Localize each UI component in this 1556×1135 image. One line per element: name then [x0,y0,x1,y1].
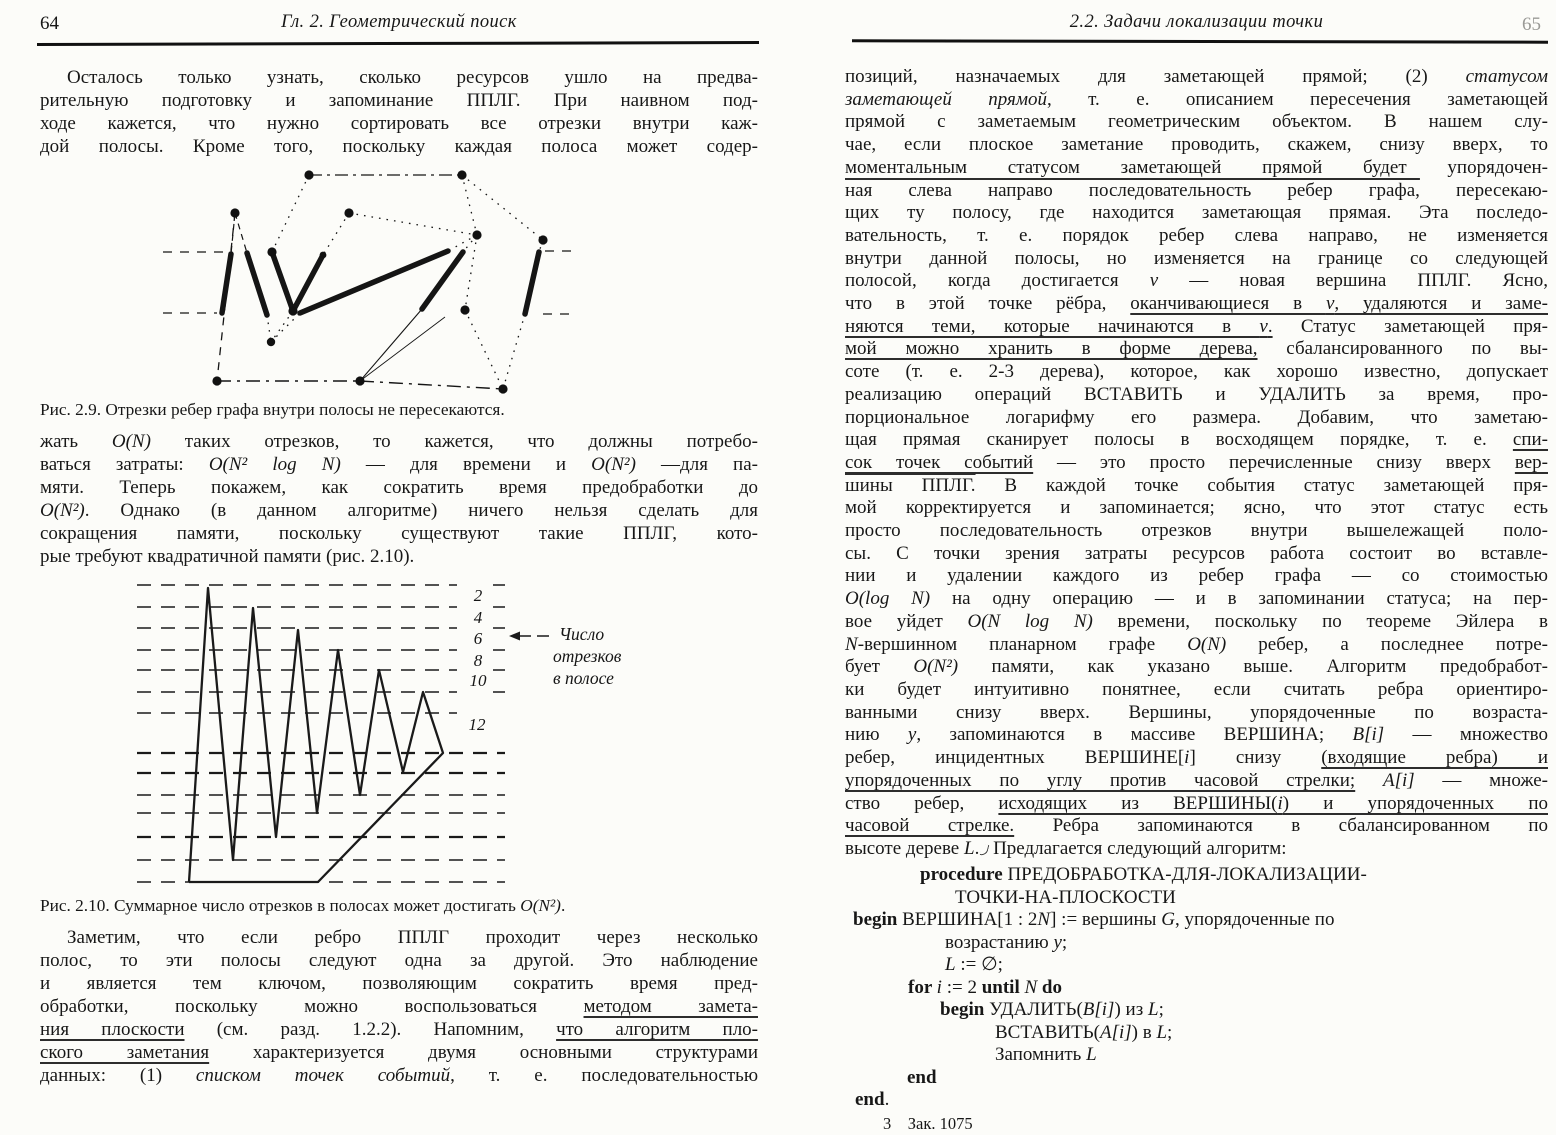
graph-edge [465,235,477,310]
text-line [845,520,1548,543]
text-line [845,793,1548,816]
graph-vertex [288,306,297,315]
text-segment: L [963,837,975,859]
text-segment: данных: (1) [40,1065,196,1086]
graph-edge [462,175,543,240]
text-line [845,111,1548,134]
text-segment: дой полосы. Кроме того, поскольку каждая полоса может содер- [40,136,758,157]
text-line [40,1041,758,1064]
text-segment: списком точек событий [195,1065,451,1086]
text-segment: ство ребер, [845,792,999,814]
text-line [40,1064,758,1087]
text-segment: ребер, инцидентных ВЕРШИНЕ[ [845,747,1185,769]
text-line [845,429,1548,452]
text-segment: i [936,976,942,998]
text-segment: —для па- [635,454,758,475]
text-segment: ходе кажется, что нужно сортировать все отрезки внутри каж- [40,113,758,134]
text-segment: ) и упорядоченных по [1282,792,1548,814]
text-segment: времени, поскольку по теореме Эйлера в [1092,610,1548,632]
text-segment: полосой, когда достигается [845,270,1150,292]
text-line [40,1018,758,1041]
text-segment: A[i] [1382,769,1415,791]
text-line [845,134,1548,157]
text-segment: , т. е. последовательностью [450,1065,759,1086]
text-line [845,157,1548,180]
text-segment: мой можно хранить в форме дерева, [845,338,1258,360]
text-segment: что в этой точке рёбра, [845,293,1131,315]
text-segment: begin [940,999,990,1020]
text-segment: until [981,976,1025,998]
thick-segment [525,252,539,314]
text-segment: do [1041,976,1062,998]
text-segment: 3 Зак. 1075 [883,1114,973,1133]
text-segment: Заметим, что если ребро ППЛГ проходит через несколько [67,927,758,948]
text-line [845,1022,1548,1045]
text-line [845,864,1548,887]
graph-vertex [267,338,275,346]
text-segment: ; [1167,1021,1173,1043]
right-running-header: 2.2. Задачи локализации точки [1069,12,1324,32]
text-segment: ваться затраты: [40,454,209,475]
text-segment: ки будет интуитивно понятнее, если считать ребра ориентиро- [845,678,1548,700]
text-segment: -вершинном планарном графе [857,633,1188,655]
graph-edge [235,213,247,253]
text-segment: вер- [1514,451,1548,473]
text-segment: — множе- [1414,769,1548,791]
text-segment: Осталось только узнать, сколько ресурсов ушло на предва- [67,67,758,88]
text-line [845,838,1548,861]
text-segment: что алгоритм пло- [556,1019,759,1040]
left-paragraph-3 [40,926,758,1087]
text-segment: пересекаю- [1419,179,1548,201]
text-segment: — новая вершина ППЛГ. Ясно, [1158,270,1548,292]
text-segment: , удаляются и заме- [1334,293,1548,315]
text-line [845,565,1548,588]
text-segment: таких отрезков, то кажется, что должны потребо- [150,431,758,452]
text-segment: Рис. 2.9. Отрезки ребер графа внутри полосы не пересекаются. [40,400,505,419]
text-segment: G [1161,909,1175,930]
text-segment: УДАЛИТЬ( [989,999,1083,1020]
text-segment: N [845,633,858,655]
text-line [845,225,1548,248]
text-segment: методом замета- [583,996,758,1017]
text-segment: рительную подготовку и запоминание ППЛГ. При наивном под- [40,90,758,111]
text-segment: O(N) [111,431,151,452]
graph-vertex [538,235,547,244]
text-segment: v [1149,270,1159,292]
left-paragraph-1 [40,66,758,158]
text-line [845,634,1548,657]
text-line [40,399,758,420]
text-segment: моментальным статусом заметающей прямой будет упорядочен- [845,156,1548,178]
thick-segment [222,254,231,313]
text-line [845,1089,1548,1112]
text-segment: нии и удалении каждого из ребер графа — со стоимостью [845,565,1548,587]
text-segment: статусом [1465,66,1548,87]
text-segment: i [1184,747,1190,769]
left-running-header: Гл. 2. Геометрический поиск [281,12,517,32]
text-segment: L [945,954,956,975]
text-line [845,180,1548,203]
graph-edge [360,309,422,381]
text-segment: B[i] [1352,724,1385,746]
strip-segments [222,251,539,315]
text-segment: ребер, а последнее потре- [1226,633,1548,655]
text-line [845,202,1548,225]
text-segment: v [1325,293,1335,315]
text-segment: Запомнить [995,1044,1087,1065]
figure-2-9-caption [40,399,758,420]
text-segment: begin [853,909,903,930]
text-segment: y [907,724,917,746]
text-segment: ТОЧКИ-НА-ПЛОСКОСТИ [955,886,1176,908]
right-paragraph [845,66,1548,861]
graph-edge [323,213,349,255]
text-line [40,895,758,916]
graph-vertex [230,208,239,217]
graph-vertex [320,252,327,259]
text-segment: нию [845,724,908,746]
text-segment: i [1277,792,1283,814]
strip-label: 8 [473,651,483,670]
graph-vertex [212,376,221,385]
text-segment: обработки, поскольку можно воспользоваться [40,996,584,1017]
text-segment: ского заметания [40,1042,210,1063]
text-segment: Предлагается следующий алгоритм: [988,837,1287,859]
text-line [845,66,1548,89]
text-line [40,89,758,112]
text-segment: вательность, т. е. порядок ребер слева направо, не изменяется [845,224,1548,246]
text-segment: позиций, назначаемых для заметающей прямой; (2) [845,66,1466,87]
text-segment: вое уйдет [845,610,968,632]
text-line [845,270,1548,293]
text-line [40,112,758,135]
graph-vertex [267,247,276,256]
graph-edge [349,213,477,235]
text-line [845,588,1548,611]
text-line [40,972,758,995]
text-segment: O(N² log N) [208,454,341,475]
strip-label: 12 [468,715,486,734]
text-segment: (см. разд. 1.2.2). Напомним, [184,1019,557,1040]
text-line [845,932,1548,955]
text-segment: , т. е. описанием пересечения заметающей [1046,88,1548,110]
text-segment: ) из [1114,999,1148,1020]
text-segment: . [1267,315,1273,337]
text-segment: v [1259,315,1268,337]
text-segment: Рис. 2.10. Суммарное число отрезков в полосах может достигать [40,896,521,915]
left-header-rule [37,41,759,46]
text-segment: O(N log N) [967,610,1093,632]
text-line [845,999,1548,1022]
text-segment: сок точек событий [845,451,1034,473]
text-segment: ния плоскости [40,1019,185,1040]
text-line [845,887,1548,910]
text-line [845,543,1548,566]
text-segment: высоте дереве [845,837,964,859]
text-segment: упорядоченных по углу против часовой стрелки; [845,769,1356,791]
graph-edge [360,317,445,381]
graph-vertex [304,170,313,179]
figure-annotation: Число [559,624,605,644]
text-segment: ВЕРШИНА[1 : 2 [902,909,1038,930]
text-segment: O(N²) [40,500,85,521]
text-segment: . Однако (в данном алгоритме) ничего нельзя сделать для [84,500,758,521]
graph-edge [503,314,525,389]
text-segment: щих ту полосу, где находится заметающая прямая. Эта последо- [845,202,1548,224]
graph-edge [465,310,503,389]
text-line [845,407,1548,430]
text-segment: В каждой точке события статус заметающей пря- [975,474,1548,496]
text-segment: реализацию операций ВСТАВИТЬ и УДАЛИТЬ за время, про- [845,383,1548,405]
text-line [845,724,1548,747]
figure-2-10-chart [137,582,657,892]
text-segment: на одну операцию — и в запоминании статуса; на пер- [930,588,1548,610]
text-segment: L [1156,1021,1168,1043]
text-segment: щая прямая сканирует полосы в восходящем порядке, т. е. [845,429,1513,451]
text-segment: O(N²) [520,896,561,915]
text-line [845,452,1548,475]
text-line [40,995,758,1018]
text-segment: исходящих из ВЕРШИНЫ( [998,792,1278,814]
text-segment: жать [40,431,112,452]
text-segment: памяти, как указано выше. Алгоритм предобработ- [958,656,1548,678]
graph-vertex [498,384,507,393]
text-line [845,770,1548,793]
text-segment: — множество [1384,724,1548,746]
text-segment: прямой с заметаемым геометрическим объектом. В нашем слу- [845,111,1548,133]
text-segment: Статус заметающей пря- [1272,315,1548,337]
text-segment: y [1053,931,1062,953]
text-segment: мой корректируется и запоминается; ясно, что этот статус есть [845,497,1548,519]
text-segment: оканчивающиеся в [1130,293,1326,315]
text-line [845,316,1548,339]
text-segment: ная слева направо последовательность ребер графа, [845,179,1420,201]
graph-vertex [457,170,466,179]
text-segment: A[i] [1099,1021,1132,1043]
text-segment: O(log N) [845,588,931,610]
text-line [845,1067,1548,1090]
left-paragraph-2 [40,430,758,568]
figure-annotation: отрезков [553,646,622,666]
graph-edge [448,235,477,251]
text-line [845,248,1548,271]
text-segment: . [560,896,566,915]
text-segment: няются теми, которые начинаются в [845,315,1260,337]
text-segment: порциональное логарифму его размера. Добавим, что заметаю- [845,406,1548,428]
text-segment: ] := вершины [1050,909,1162,930]
strip-label: 2 [473,586,483,605]
text-segment: полос, то эти полосы следуют одна за другой. Это наблюдение [40,950,758,971]
text-segment: часовой стрелке. [845,815,1015,837]
text-segment: , запоминаются в массиве ВЕРШИНА; [916,724,1353,746]
text-segment: бует [845,656,914,678]
text-line [845,338,1548,361]
text-segment: возрастанию [945,931,1054,953]
text-line [40,545,758,568]
text-segment: B[i] [1082,999,1115,1020]
text-line [40,522,758,545]
graph-edge [271,313,300,342]
text-segment: шины ППЛГ. [845,474,976,496]
text-line [845,954,1548,977]
text-line [845,656,1548,679]
left-page-number: 64 [40,13,59,34]
text-line [845,747,1548,770]
text-segment: ) в [1131,1021,1157,1043]
text-line [40,453,758,476]
text-segment: for [908,976,937,998]
text-segment: сокращения памяти, поскольку существуют такие ППЛГ, кото- [40,523,758,544]
text-segment: ; [1061,931,1068,953]
text-segment: спи- [1512,429,1548,451]
text-segment: соте (т. е. 2-3 дерева), которое, как хорошо известно, допускает [845,361,1548,383]
text-segment: рые требуют квадратичной памяти (рис. 2.10). [40,546,415,567]
text-line [845,1044,1548,1067]
text-segment: сбалансированного по вы- [1257,338,1548,360]
text-line [845,361,1548,384]
text-segment: просто последовательность отрезков внутри вышележащей поло- [845,520,1548,542]
figure-annotation: в полосе [553,668,614,688]
right-page-number: 65 [1522,14,1541,35]
algorithm-listing [845,864,1548,1112]
text-segment: O(N) [1187,633,1227,655]
text-segment: O(N²) [913,656,959,678]
text-segment: O(N²) [591,454,636,475]
text-segment: := ∅; [955,954,1003,975]
annotation-arrow [509,632,549,641]
text-segment: — для времени и [340,454,592,475]
graph-vertex [355,376,364,385]
text-segment: характеризуется двумя основными структурами [209,1042,758,1063]
text-line [40,499,758,522]
text-segment: N [1037,909,1051,930]
text-segment: . [974,837,980,859]
text-segment: N [1024,976,1038,998]
text-segment: , упорядоченные по [1174,909,1335,930]
text-segment: сы. С точки зрения затраты ресурсов работа состоит во вставле- [845,542,1548,564]
strip-label: 4 [473,608,483,627]
text-line [845,384,1548,407]
text-segment: чае, если плоское заметание проводить, скажем, снизу вверх, то [845,134,1548,156]
text-segment: внутри данной полосы, но изменяется на границе со следующей [845,247,1548,269]
text-line [845,475,1548,498]
graph-edge [272,175,309,252]
print-run-footer [883,1114,1283,1134]
text-line [845,293,1548,316]
strip-label: 6 [473,629,483,648]
text-segment: L [1086,1044,1097,1065]
text-segment: end [855,1089,885,1110]
graph-vertex [344,208,353,217]
text-segment: := 2 [941,976,982,998]
text-segment [1355,770,1383,791]
thick-segment [247,253,267,315]
text-line [845,497,1548,520]
text-line [40,949,758,972]
text-line [40,926,758,949]
text-line [845,909,1548,932]
text-line [40,66,758,89]
text-line [40,135,758,158]
text-segment: end [907,1066,937,1088]
annotation-arrowhead-icon [509,632,520,641]
text-line [845,702,1548,725]
text-line [845,89,1548,112]
graph-vertex [472,230,481,239]
graph-edge [462,175,477,235]
text-segment: и является тем ключом, позволяющим сократить время пред- [40,973,758,994]
text-line [883,1114,1283,1134]
text-line [845,815,1548,838]
text-segment: . [884,1089,890,1110]
graph-vertex [460,305,469,314]
text-segment: заметающей прямой [845,88,1047,110]
text-segment: L [1147,999,1159,1020]
text-segment: мяти. Теперь покажем, как сократить время предобработки до [40,477,758,498]
text-line [845,679,1548,702]
graph-edge [271,311,293,342]
text-segment: — это просто перечисленные снизу вверх [1033,451,1515,473]
text-segment: procedure [920,864,1008,885]
text-line [40,476,758,499]
figure-2-10-caption [40,895,758,916]
graph-edge [360,381,503,389]
strip-label: 10 [469,671,487,690]
text-segment: ПРЕДОБРАБОТКА-ДЛЯ-ЛОКАЛИЗАЦИИ- [1007,864,1367,885]
text-segment: ] снизу [1189,747,1322,769]
right-header-rule [852,39,1548,43]
text-segment: ВСТАВИТЬ( [995,1021,1100,1043]
text-segment: Ребра запоминаются в сбалансированном по [1014,815,1548,837]
text-segment: ; [1158,999,1164,1020]
text-line [845,977,1548,1000]
text-line [845,611,1548,634]
text-segment: (входящие ребра) и [1321,747,1548,769]
thick-segment [272,252,293,311]
text-line [40,430,758,453]
figure-2-9-graph [155,165,575,400]
text-segment: ванными снизу вверх. Вершины, упорядоченные по возраста- [845,701,1548,723]
